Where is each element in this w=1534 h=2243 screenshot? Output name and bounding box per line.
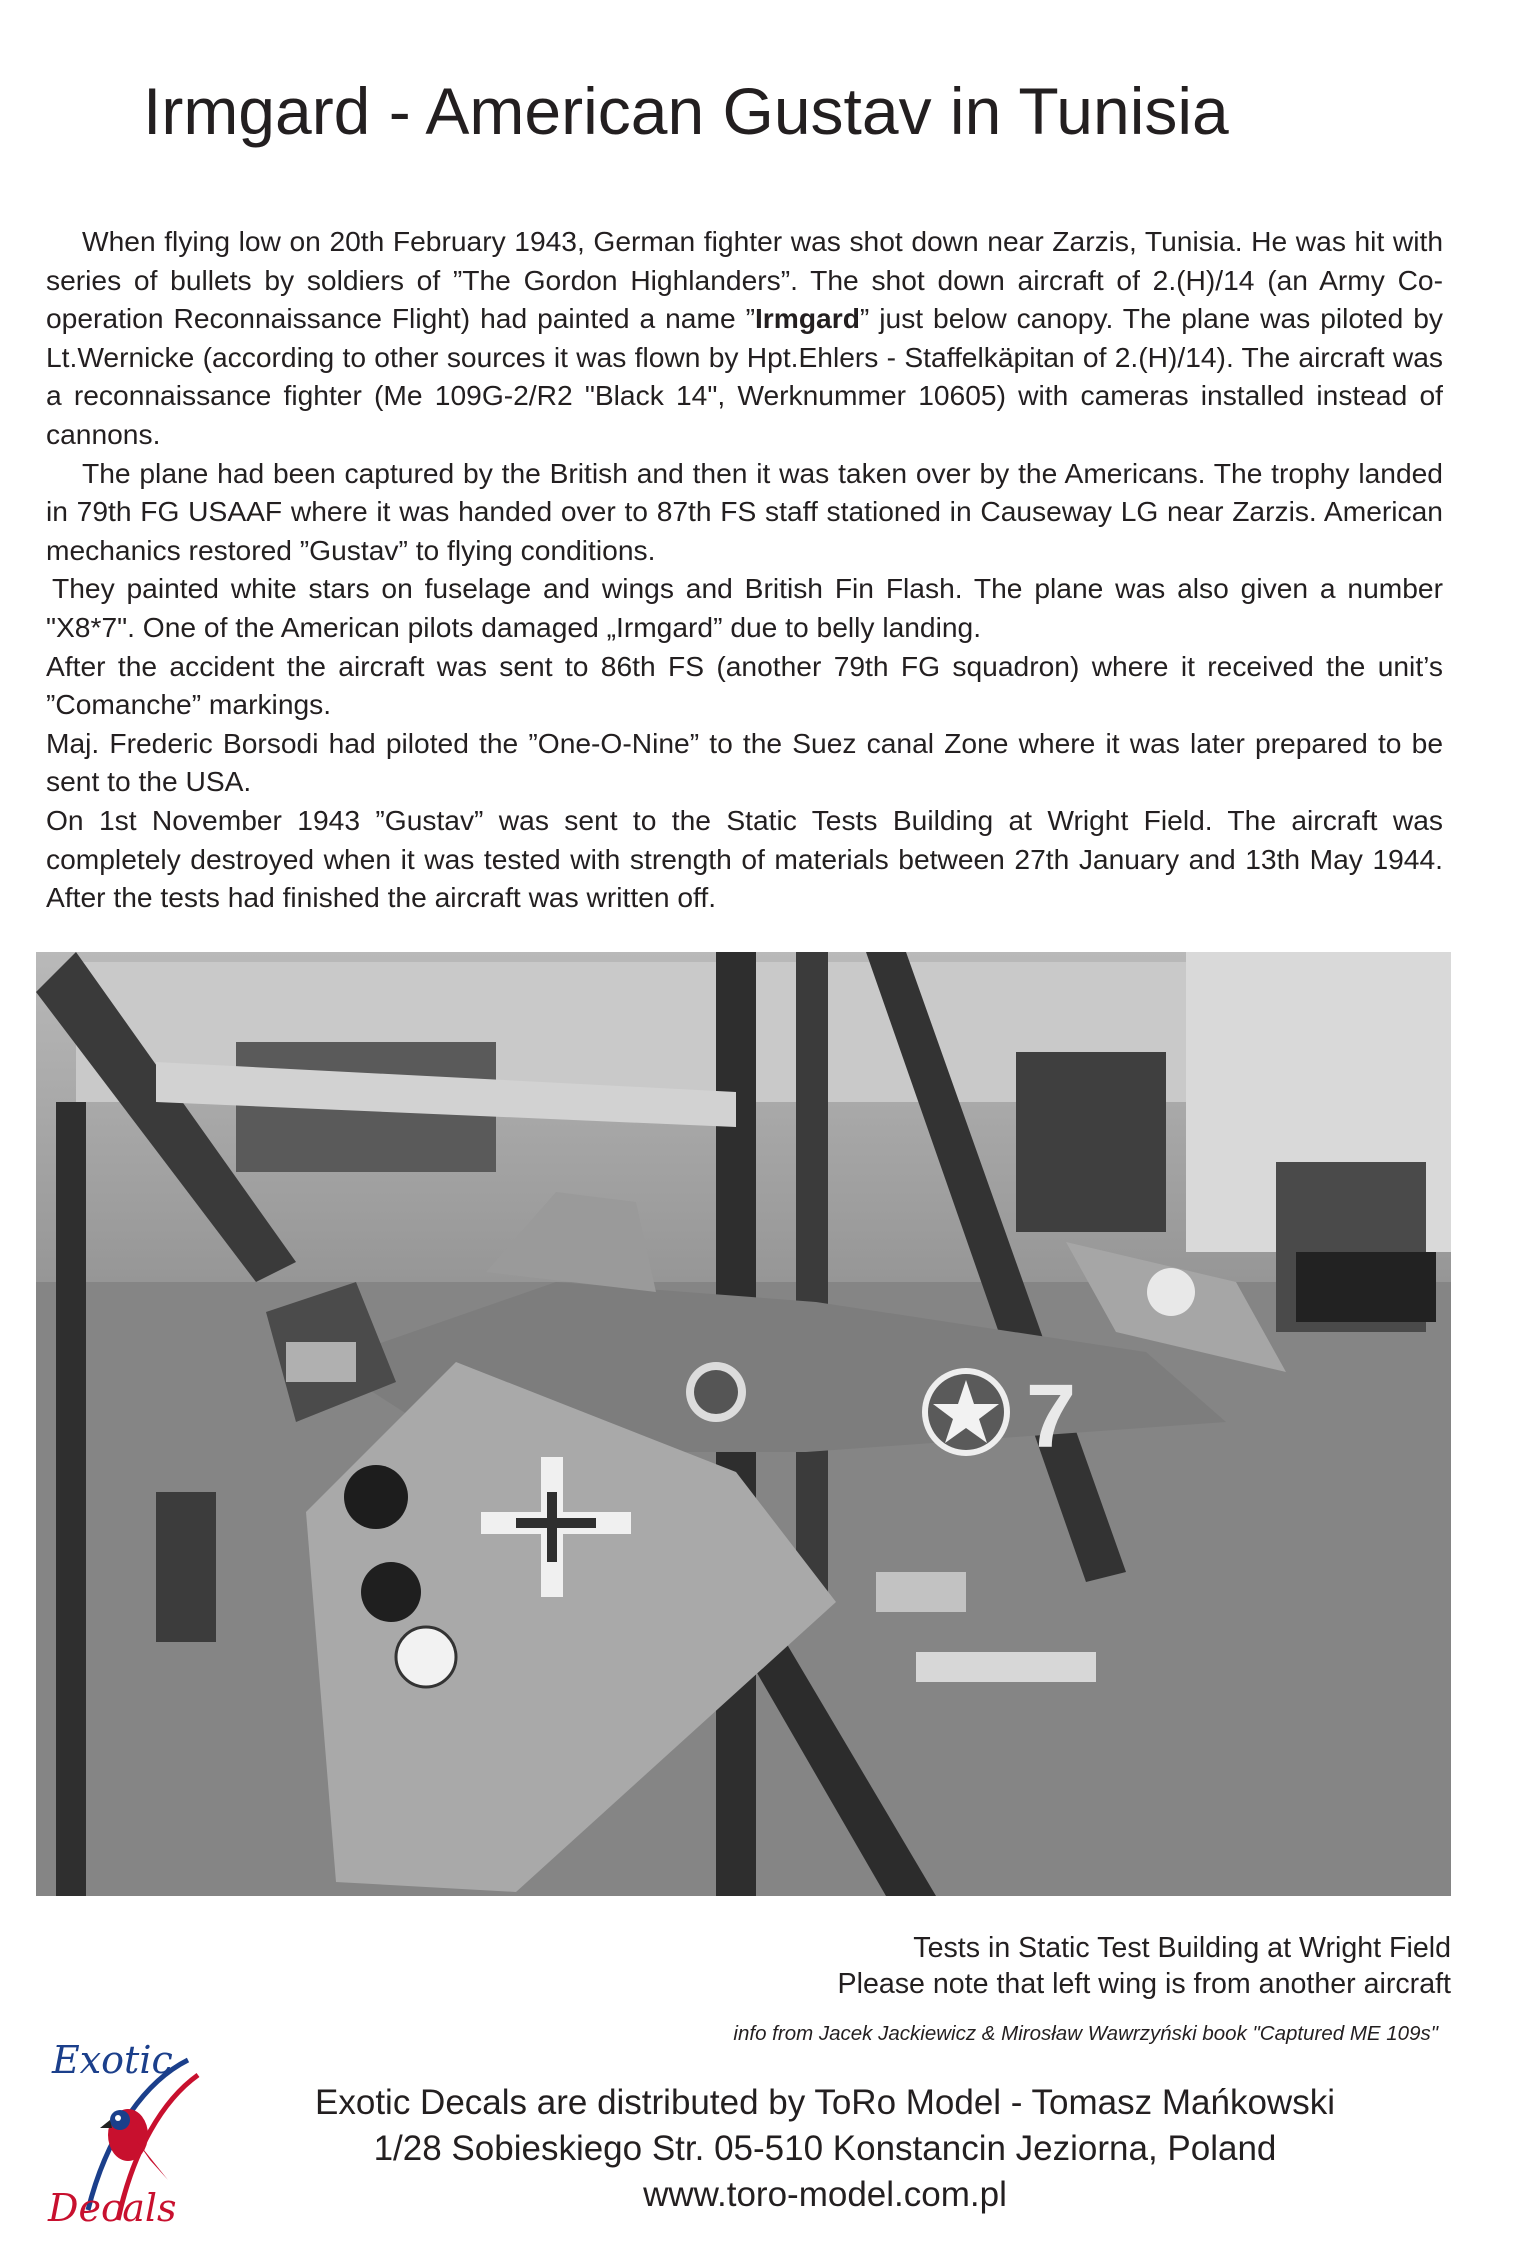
- aircraft-name-bold: Irmgard: [754, 302, 860, 335]
- paragraph-1-text-a: When flying low on 20th February 1943, German fighter was shot down near Zarzis, Tunisia. He was hit with series of bullets by soldiers of ”The Gordon Highlanders”. The shot down aircraft of 2.(H)/14 (an Army Co-operation Reconnaissance Flight) had painted a name ”: [46, 225, 1443, 335]
- paragraph-5: Maj. Frederic Borsodi had piloted the ”One-O-Nine” to the Suez canal Zone where it was later prepared to be sent to the USA.: [46, 726, 1443, 798]
- paragraph-1-text-b: ” just below canopy. The plane was piloted by Lt.Wernicke (according to other sources it was flown by Hpt.Ehlers - Staffelkäpitan of 2.(H)/14). The aircraft was a reconnaissance fighter (Me 109G-2/R2 "Black 14", Werknummer 10605) with cameras installed instead of cannons.: [46, 302, 1444, 450]
- caption-line-2: Please note that left wing is from another aircraft: [837, 1968, 1451, 2000]
- exotic-decals-logo: [38, 2020, 224, 2235]
- paragraph-1: [46, 222, 1443, 454]
- paragraph-4: After the accident the aircraft was sent to 86th FS (another 79th FG squadron) where it received the unit’s ”Comanche” markings.: [46, 649, 1443, 721]
- caption-line-1: Tests in Static Test Building at Wright Field: [913, 1932, 1451, 1964]
- source-credit: info from Jacek Jackiewicz & Mirosław Wawrzyński book "Captured ME 109s": [733, 2022, 1438, 2045]
- paragraph-3: They painted white stars on fuselage and wings and British Fin Flash. The plane was also given a number "X8*7". One of the American pilots damaged „Irmgard” due to belly landing.: [46, 572, 1443, 643]
- logo-word-exotic: Exotic: [52, 2038, 173, 2082]
- distributor-footer: [200, 2080, 1450, 2218]
- article-body: [46, 222, 1443, 917]
- photo-caption: [838, 1930, 1451, 2002]
- paragraph-6: On 1st November 1943 ”Gustav” was sent to the Static Tests Building at Wright Field. The aircraft was completely destroyed when it was tested with strength of materials between 27th January and 13th May 1944. After the tests had finished the aircraft was written off.: [46, 803, 1443, 914]
- logo-word-decals: Decals: [48, 2186, 177, 2230]
- aircraft-number: 7: [1026, 1367, 1077, 1467]
- footer-address: 1/28 Sobieskiego Str. 05-510 Konstancin Jeziorna, Poland: [373, 2129, 1277, 2168]
- page-title: Irmgard - American Gustav in Tunisia: [143, 74, 1229, 149]
- hangar-photo: [36, 952, 1451, 1896]
- aircraft-photo-illustration: [36, 952, 1451, 1896]
- paragraph-2: The plane had been captured by the British and then it was taken over by the Americans. The trophy landed in 79th FG USAAF where it was handed over to 87th FS staff stationed in Causeway LG near Zarzis. American mechanics restored ”Gustav” to flying conditions.: [46, 456, 1443, 566]
- footer-line-1: Exotic Decals are distributed by ToRo Model - Tomasz Mańkowski: [315, 2083, 1335, 2122]
- footer-website-link[interactable]: www.toro-model.com.pl: [643, 2175, 1007, 2214]
